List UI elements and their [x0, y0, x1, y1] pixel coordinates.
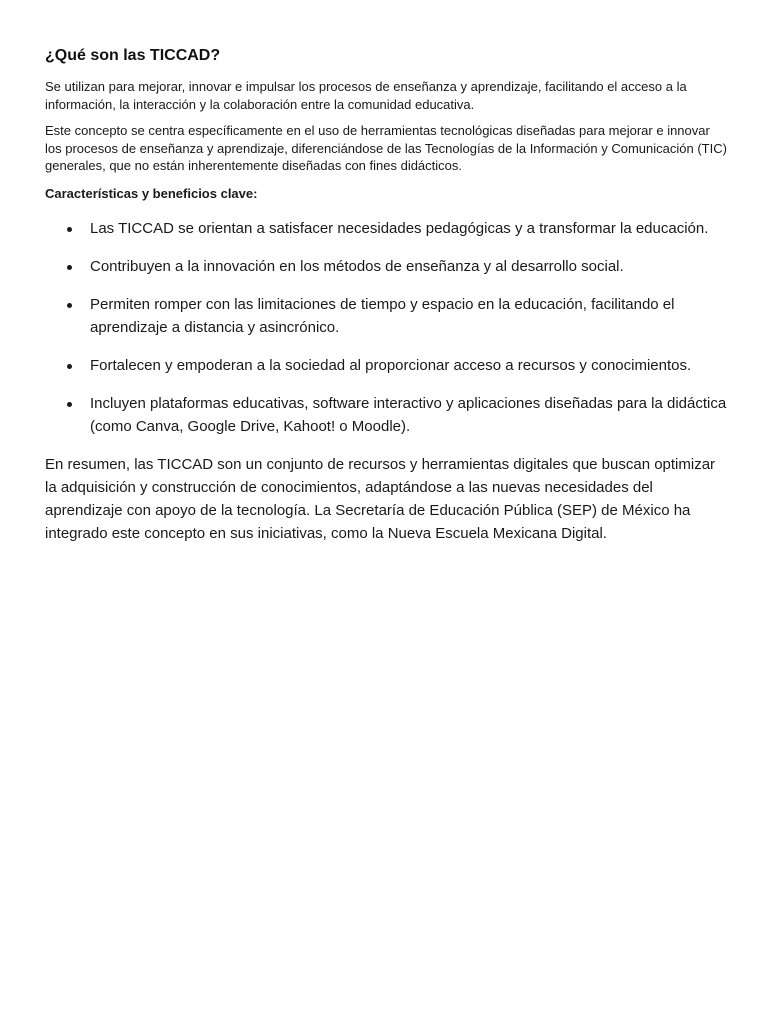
summary-paragraph: En resumen, las TICCAD son un conjunto de recursos y herramientas digitales que buscan optimizar la adquisición y construcción de conocimientos, adaptándose a las nuevas necesidades del aprendizaje con apoyo de la tecnología. La Secretaría de Educación Pública (SEP) de México ha integrado este concepto en sus iniciativas, como la Nueva Escuela Mexicana Digital. — [45, 455, 716, 543]
intro-paragraph-1: Se utilizan para mejorar, innovar e impulsar los procesos de enseñanza y aprendizaje, facilitando el acceso a la información, la interacción y la colaboración entre la comunidad educativa. — [45, 79, 687, 112]
section-heading: Características y beneficios clave: — [45, 185, 258, 201]
bullet-icon — [67, 303, 72, 308]
list-item — [45, 392, 727, 438]
bullet-icon — [67, 402, 72, 407]
bullet-icon — [67, 265, 72, 270]
list-item-text: Las TICCAD se orientan a satisfacer necesidades pedagógicas y a transformar la educación. — [90, 219, 709, 237]
benefits-list — [45, 217, 727, 438]
document-page — [45, 44, 727, 546]
intro-paragraph-2: Este concepto se centra específicamente en el uso de herramientas tecnológicas diseñadas para mejorar e innovar los procesos de enseñanza y aprendizaje, diferenciándose de las Tecnologías de la Información y Comunicación (TIC) generales, que no están inherentemente diseñadas con fines didácticos. — [45, 123, 727, 173]
list-item — [45, 217, 727, 240]
page-title: ¿Qué son las TICCAD? — [45, 47, 221, 64]
list-item-text: Fortalecen y empoderan a la sociedad al proporcionar acceso a recursos y conocimientos. — [90, 356, 692, 374]
list-item-text: Permiten romper con las limitaciones de tiempo y espacio en la educación, facilitando el aprendizaje a distancia y asincrónico. — [90, 295, 675, 336]
bullet-icon — [67, 364, 72, 369]
list-item — [45, 293, 727, 339]
list-item-text: Contribuyen a la innovación en los métodos de enseñanza y al desarrollo social. — [90, 257, 624, 275]
list-item-text: Incluyen plataformas educativas, software interactivo y aplicaciones diseñadas para la didáctica (como Canva, Google Drive, Kahoot! o Moodle). — [90, 394, 727, 435]
bullet-icon — [67, 227, 72, 232]
list-item — [45, 354, 727, 377]
list-item — [45, 255, 727, 278]
